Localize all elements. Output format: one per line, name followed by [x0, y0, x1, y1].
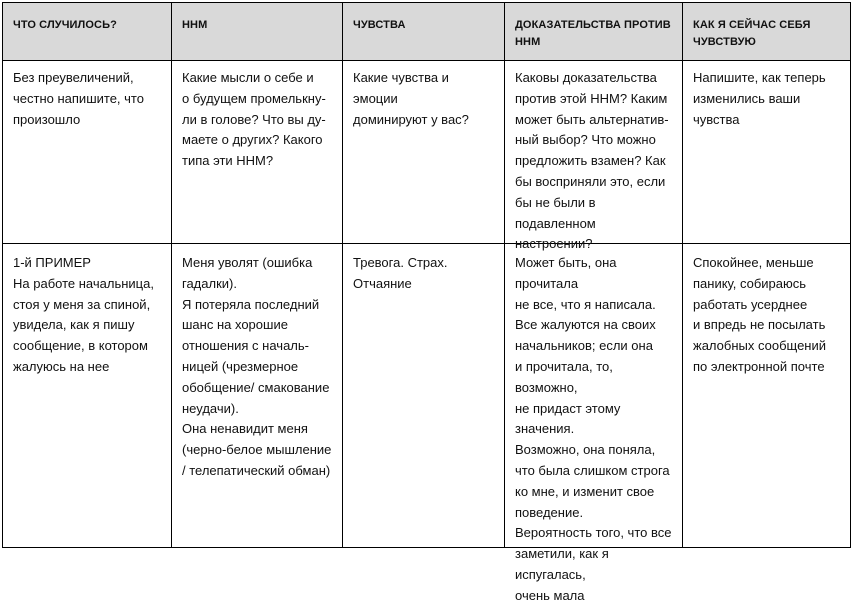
- table-cell: Каковы доказательства против этой ННМ? Каким может быть альтернатив- ный выбор? Что можно предложить взамен? Как бы восприняли это, если бы не были в подавленном настроении?: [504, 61, 682, 243]
- table-cell: Спокойнее, меньше панику, собираюсь работать усерднее и впредь не посылать жалобных сообщений по электронной почте: [682, 244, 850, 547]
- table-cell: Может быть, она прочитала не все, что я написала. Все жалуются на своих начальников; если она и прочитала, то, возможно, не придаст этому значения. Возможно, она поняла, что была слишком строга ко мне, и изменит свое поведение. Вероятность того, что все заметили, как я испугалась, очень мала: [504, 244, 682, 547]
- table-cell: Какие мысли о себе и о будущем промелькну- ли в голове? Что вы ду- маете о других? Какого типа эти ННМ?: [171, 61, 342, 243]
- header-how-i-feel-now: КАК Я СЕЙЧАС СЕБЯ ЧУВСТВУЮ: [682, 3, 850, 60]
- table-cell: Без преувеличений, честно напишите, что произошло: [13, 70, 144, 127]
- table-header-row: [3, 3, 850, 60]
- cbt-table: [2, 2, 851, 603]
- header-nnm: ННМ: [171, 3, 342, 60]
- header-what-happened: ЧТО СЛУЧИЛОСЬ?: [13, 19, 117, 31]
- table-cell: 1-й ПРИМЕР На работе начальница, стоя у меня за спиной, увидела, как я пишу сообщение, в котором жалуюсь на нее: [13, 255, 154, 374]
- table-row: [3, 243, 850, 603]
- header-feelings: ЧУВСТВА: [342, 3, 504, 60]
- table-row: [3, 60, 850, 252]
- table-cell: Меня уволят (ошибка гадалки). Я потеряла последний шанс на хорошие отношения с началь- ницей (чрезмерное обобщение/ смакование неудачи). Она ненавидит меня (черно-белое мышление / телепатический обман): [171, 244, 342, 547]
- table-cell: Тревога. Страх. Отчаяние: [342, 244, 504, 547]
- table-cell: Напишите, как теперь изменились ваши чувства: [682, 61, 850, 243]
- header-evidence: ДОКАЗАТЕЛЬСТВА ПРОТИВ ННМ: [504, 3, 682, 60]
- table-cell: Какие чувства и эмоции доминируют у вас?: [342, 61, 504, 243]
